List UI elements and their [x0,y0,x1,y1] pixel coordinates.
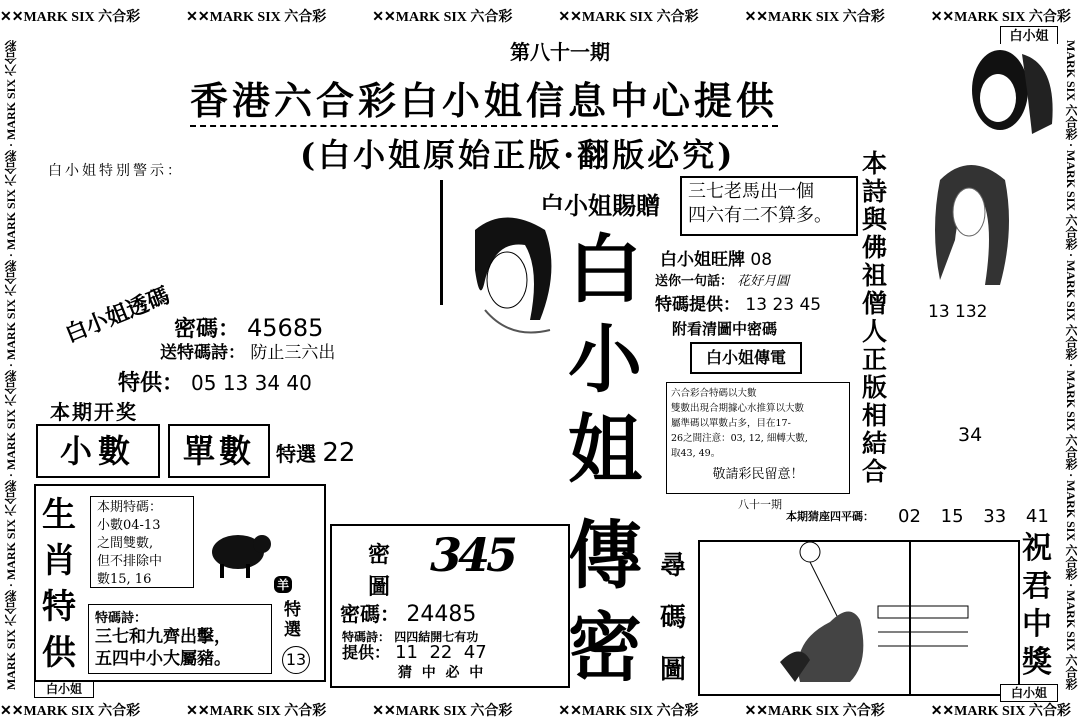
brand-text: ✕✕MARK SIX 六合彩 [930,10,1071,25]
big-name-char: 傳 [568,513,642,599]
leaked-special-line [118,366,312,397]
corner-label-bottom-right: 白小姐 [1000,684,1058,702]
big-name-char: 白 [568,227,642,313]
rider-scene-image [700,542,1018,694]
side-char: 尋 [660,551,687,581]
four-numbers-values [898,506,1049,527]
secret-provide-line [342,640,487,663]
open-prize-label: 本期开奖 [50,396,138,426]
statistics-box [666,382,850,494]
zodiac-title-char: 特 [42,587,76,627]
secret-poem: 四四結開七有功 [394,630,479,644]
phrase-text: 花好月圓 [737,274,790,289]
zodiac-title-char: 肖 [42,541,76,581]
brand-text: ✕✕MARK SIX 六合彩 [372,704,513,719]
scene-illustration-frame [698,540,1020,696]
page-subtitle: (白小姐原始正版·翻版必究) [300,136,736,174]
zodiac-pick-value: 13 [282,646,310,674]
special-pick-value: 22 [322,438,356,468]
leaked-password-label: 密碼： [174,316,241,342]
right-number-mid: 34 [958,424,983,446]
big-name-char: 密 [568,605,642,691]
zodiac-pick-char: 選 [284,620,301,640]
secret-provide-label: 提供： [342,643,391,662]
brand-text: ✕✕MARK SIX 六合彩 [0,10,141,25]
woman-portrait-image [925,150,1015,290]
poem-char: 僧 [862,289,888,318]
poem-char: 合 [862,457,888,486]
woman-portrait-image [455,210,565,335]
brand-text: ✕✕MARK SIX 六合彩 [558,704,699,719]
stat-line: 雙數出現合期據心水推算以大數 [671,403,805,414]
poem-char: 與 [862,205,888,234]
issue-number: 第八十一期 [510,40,610,64]
poem-char: 相 [862,401,888,430]
secret-password: 24485 [406,602,477,627]
poem-char: 結 [862,429,888,458]
brand-text: ✕✕MARK SIX 六合彩 [744,10,885,25]
poem-char: 詩 [862,177,888,206]
corner-label-top-right: 白小姐 [1000,26,1058,48]
big-name-column [568,225,642,495]
poem-char: 人 [862,317,888,346]
divider-line [440,180,443,305]
gift-label: 白小姐賜贈 [540,191,660,220]
blessing-char: 中 [1022,607,1052,642]
secret-password-label: 密碼： [340,602,400,626]
zodiac-info-line: 數15, 16 [97,572,152,587]
brand-text: ✕✕MARK SIX 六合彩 [186,704,327,719]
brand-text: ✕✕MARK SIX 六合彩 [558,10,699,25]
warning-label: 白小姐特別警示： [48,163,184,179]
side-small-column [660,540,686,696]
odd-box: 單數 [168,424,270,478]
gift-verse-line: 三七老馬出一個 [688,181,814,202]
secret-map-label: 圖 [368,574,391,600]
zodiac-title-char: 生 [42,495,76,535]
phrase-line [655,270,789,289]
brand-text: ✕✕MARK SIX 六合彩 [186,10,327,25]
corner-label-bottom-left: 白小姐 [34,680,94,698]
special-values: 13 23 45 [745,295,822,315]
leaked-poem: 防止三六出 [250,343,336,363]
poem-char: 祖 [862,261,888,290]
wangpai-line [660,245,772,270]
poem-char: 本 [862,149,888,178]
right-brand-strip: MARK SIX 六合彩 · MARK SIX 六合彩 · MARK SIX 六合彩 · MARK SIX 六合彩 · MARK SIX 六合彩 · MARK SIX 六合彩 [1064,40,1078,690]
zodiac-pick-column [284,600,301,640]
stat-line: 26之間注意：03, 12, 細轉大數, [671,433,808,444]
wangpai-number: 08 [750,250,773,270]
zodiac-info-box [90,496,194,588]
leaked-password: 45685 [247,314,324,342]
leaked-special-label: 特供： [118,370,185,396]
special-label: 特碼提供： [655,295,740,315]
zodiac-poem-title: 特碼詩： [95,611,148,626]
zodiac-poem-line: 五四中小大屬豬。 [95,649,231,669]
wangpai-label: 白小姐旺牌 [660,250,745,270]
brand-text: ✕✕MARK SIX 六合彩 [744,704,885,719]
side-char: 圖 [660,655,687,685]
zodiac-title-column [42,492,76,676]
four-number: 15 [940,506,964,527]
blessing-char: 獎 [1022,645,1052,680]
zodiac-poem-box [88,604,272,674]
zodiac-info-line: 之間雙數, [97,536,154,551]
blessing-char: 君 [1022,569,1052,604]
leaked-poem-line [160,338,335,363]
four-number: 02 [898,506,921,527]
brand-text: ✕✕MARK SIX 六合彩 [930,704,1071,719]
four-numbers-label: 本期猜座四平碼： [786,510,874,523]
big-name-char: 姐 [568,407,642,493]
poem-char: 佛 [862,233,888,262]
left-brand-strip: MARK SIX 六合彩 · MARK SIX 六合彩 · MARK SIX 六合彩 · MARK SIX 六合彩 · MARK SIX 六合彩 · MARK SIX 六合彩 [4,40,18,690]
woman-portrait-image [962,44,1062,136]
secret-poem-label: 特碼詩： [342,630,391,644]
poem-char: 正 [862,345,888,374]
side-char: 碼 [660,603,687,633]
right-number-top: 13 132 [928,302,988,322]
poem-column [862,150,887,486]
poem-char: 版 [862,373,888,402]
bottom-brand-strip [0,700,1080,722]
leaked-title: 白小姐透碼 [61,282,174,348]
secret-provide: 11 22 47 [395,642,487,663]
secret-password-line [340,598,476,627]
blessing-char: 祝 [1022,531,1052,566]
brand-text: ✕✕MARK SIX 六合彩 [0,704,141,719]
zodiac-info-line: 但不排除中 [97,554,163,569]
zodiac-title-char: 供 [42,633,76,673]
special-pick-label: 特選 [276,442,316,466]
stat-line: 屬準碼以單數占多，目在17- [671,418,791,429]
blessing-column [1022,530,1052,682]
secret-bottom: 猜 中 必 中 [398,665,484,681]
stat-line: 取43, 49。 [671,448,721,459]
stat-footer: 敬請彩民留意！ [712,467,804,482]
special-line [655,290,821,315]
bai-phone-box: 白小姐傳電 [690,342,802,374]
four-number: 33 [983,506,1007,527]
big-name-char: 小 [568,317,642,403]
phrase-label: 送你一句話： [655,274,734,289]
leaked-special: 05 13 34 40 [191,371,312,395]
scribble-number: 345 [430,528,515,582]
zodiac-info-line: 本期特碼： [97,500,163,515]
page-title: 香港六合彩白小姐信息中心提供 [190,70,778,127]
issue-small: 八十一期 [738,498,782,511]
stat-line: 六合彩合特碼以大數 [671,388,757,399]
zodiac-info-line: 小數04-13 [97,518,161,533]
zodiac-pick-char: 特 [284,600,301,620]
four-number: 41 [1025,506,1049,527]
size-box: 小數 [36,424,160,478]
sheep-image [206,522,274,580]
top-brand-strip [0,6,1080,28]
leaked-poem-label: 送特碼詩： [160,343,245,363]
big-name-column-2 [568,510,642,694]
secret-map-label: 密 [368,542,391,568]
gift-verse-line: 四六有二不算多。 [688,205,832,226]
special-pick-line [276,438,355,468]
map-note: 附看清圖中密碼 [672,320,778,338]
zodiac-poem-line: 三七和九齊出擊， [95,627,231,647]
gift-verse-box [680,176,858,236]
animal-tag: 羊 [274,576,292,593]
brand-text: ✕✕MARK SIX 六合彩 [372,10,513,25]
